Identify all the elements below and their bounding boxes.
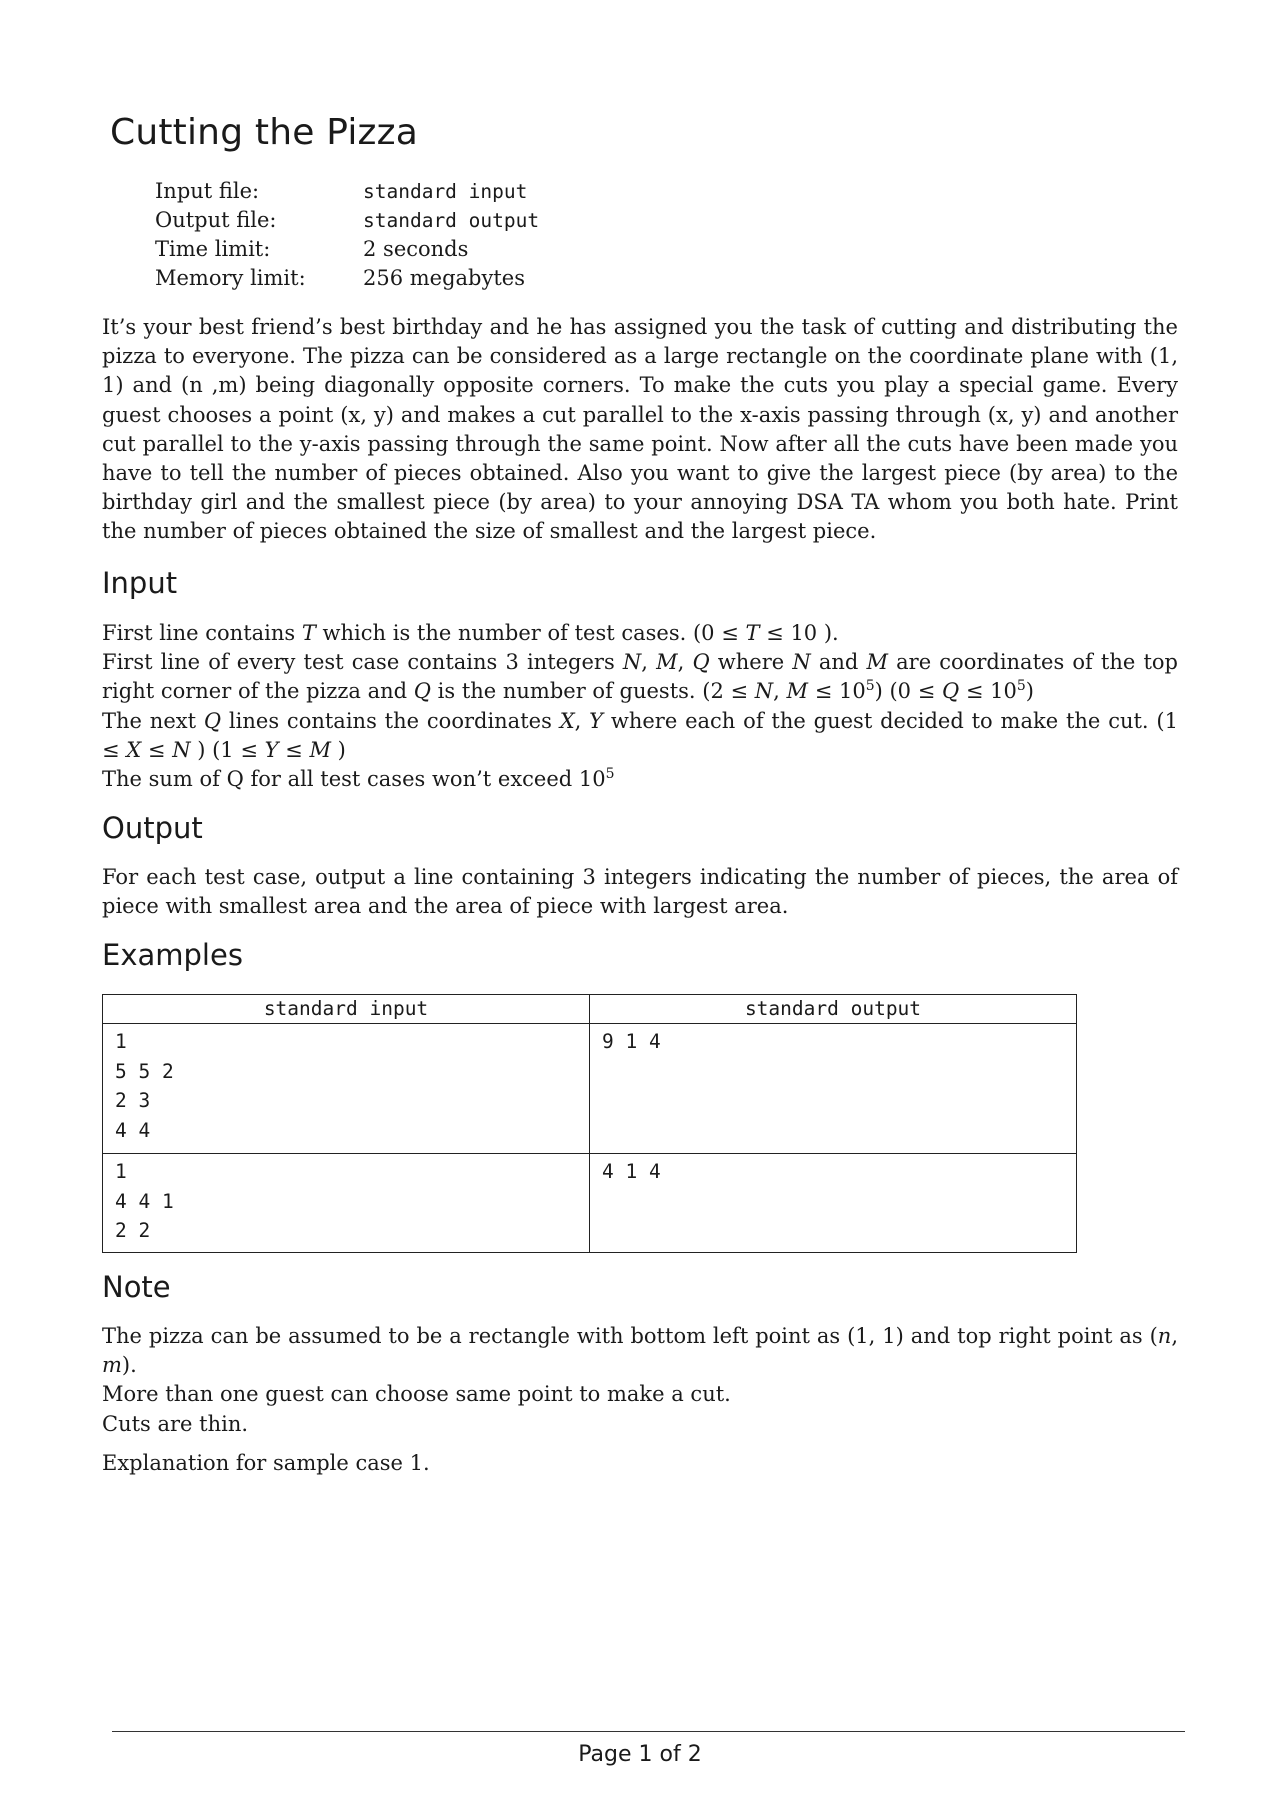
- examples-table: [102, 994, 1077, 1253]
- output-heading: Output: [102, 811, 203, 845]
- example-row: [103, 1024, 1077, 1154]
- examples-header-row: [103, 995, 1077, 1024]
- note-description: [102, 1322, 1178, 1439]
- limit-key: Time limit:: [155, 237, 271, 261]
- problem-title: Cutting the Pizza: [110, 112, 418, 153]
- input-line-3: The next Q lines contains the coordinates X, Y where each of the guest decided to make the cut. (1 ≤ X ≤ N ) (1 ≤ Y ≤ M ): [102, 708, 1178, 762]
- input-line-2: First line of every test case contains 3 integers N, M, Q where N and M are coordinates of the top right corner of the pizza and Q is the number of guests. (2 ≤ N, $M \le 10^5$) $(0 \le Q \le 10^5)$: [102, 650, 1178, 704]
- limit-row-input-file: [155, 177, 539, 206]
- footer-divider: [112, 1731, 1185, 1732]
- limit-key: Input file:: [155, 179, 260, 203]
- example-output-cell: [590, 1154, 1077, 1253]
- input-heading: Input: [102, 566, 178, 600]
- limit-value: standard input: [363, 180, 528, 203]
- example-input-cell: [103, 1024, 590, 1154]
- note-heading: Note: [102, 1270, 171, 1304]
- limit-value: 2 seconds: [363, 237, 469, 261]
- problem-statement: [102, 313, 1178, 547]
- limit-key: Output file:: [155, 208, 277, 232]
- limit-value: 256 megabytes: [363, 266, 526, 290]
- limits-block: [155, 177, 539, 293]
- limit-row-memory-limit: [155, 264, 539, 293]
- note-line-1: The pizza can be assumed to be a rectangle with bottom left point as (1, 1) and top right point as (n, m).: [102, 1324, 1178, 1378]
- example-input: 1 4 4 1 2 2: [115, 1160, 174, 1242]
- example-input-cell: [103, 1154, 590, 1253]
- example-output-cell: [590, 1024, 1077, 1154]
- example-output: 4 1 4: [602, 1160, 661, 1183]
- note-line-2: More than one guest can choose same point to make a cut.: [102, 1382, 731, 1407]
- input-line-1: First line contains T which is the number of test cases. (0 ≤ T ≤ 10 ).: [102, 621, 839, 645]
- statement-paragraph: It’s your best friend’s best birthday and he has assigned you the task of cutting and distributing the pizza to everyone. The pizza can be considered as a large rectangle on the coordinate plane with (1, 1) and (n ,m) being diagonally opposite corners. To make the cuts you play a special game. Every guest chooses a point (x, y) and makes a cut parallel to the x-axis passing through (x, y) and another cut parallel to the y-axis passing through the same point. Now after all the cuts have been made you have to tell the number of pieces obtained. Also you want to give the largest piece (by area) to the birthday girl and the smallest piece (by area) to your annoying DSA TA whom you both hate. Print the number of pieces obtained the size of smallest and the largest piece.: [102, 315, 1178, 544]
- limit-key: Memory limit:: [155, 266, 306, 290]
- input-line-4: The sum of Q for all test cases won’t exceed $10^5$: [102, 766, 615, 792]
- output-description: [102, 863, 1178, 921]
- output-paragraph: For each test case, output a line containing 3 integers indicating the number of pieces, the area of piece with smallest area and the area of piece with largest area.: [102, 865, 1178, 919]
- explanation-text: [102, 1449, 1178, 1478]
- limit-value: standard output: [363, 209, 540, 232]
- limit-row-time-limit: [155, 235, 539, 264]
- examples-heading: Examples: [102, 938, 243, 972]
- example-input: 1 5 5 2 2 3 4 4: [115, 1030, 174, 1142]
- examples-header-input: standard input: [103, 995, 590, 1024]
- example-output: 9 1 4: [602, 1030, 661, 1053]
- example-row: [103, 1154, 1077, 1253]
- input-description: [102, 619, 1178, 794]
- note-line-3: Cuts are thin.: [102, 1411, 249, 1436]
- explanation-line: Explanation for sample case 1.: [102, 1451, 430, 1475]
- page-number: Page 1 of 2: [578, 1742, 702, 1767]
- limit-row-output-file: [155, 206, 539, 235]
- examples-header-output: standard output: [590, 995, 1077, 1024]
